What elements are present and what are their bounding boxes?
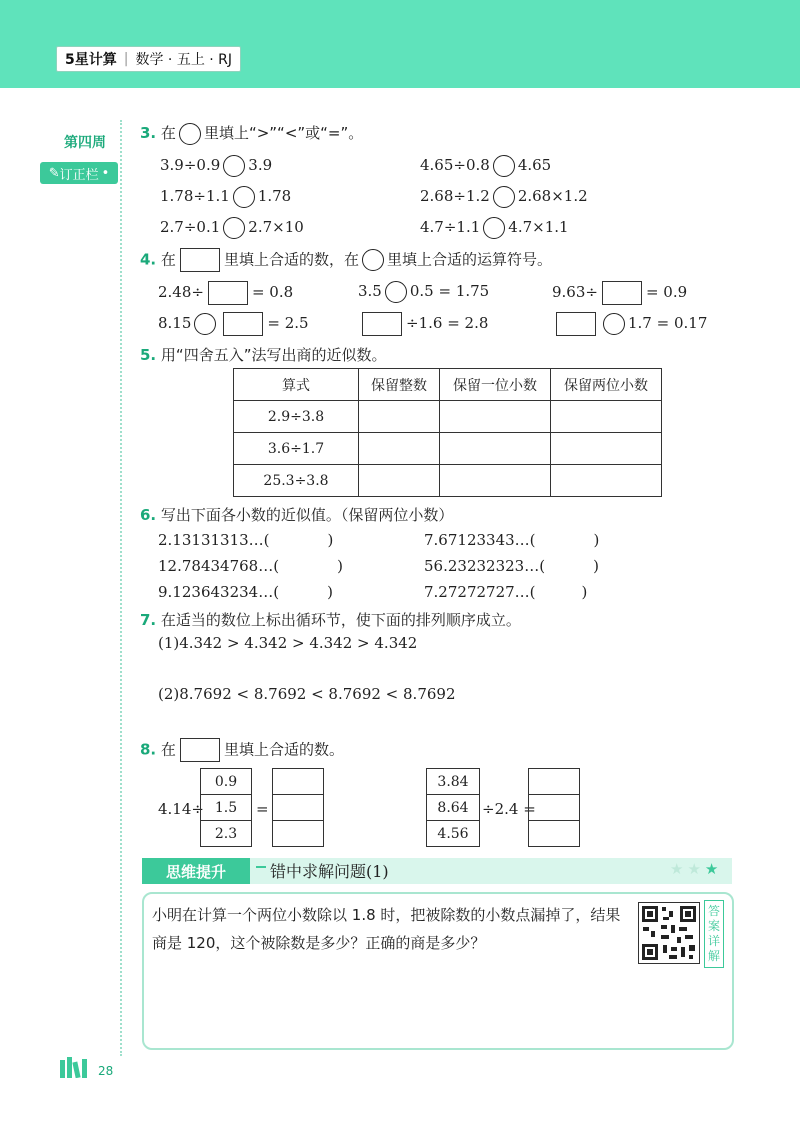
table-cell: 3.6÷1.7 (234, 433, 359, 465)
q7-prompt-text: 在适当的数位上标出循环节，使下面的排列顺序成立。 (160, 611, 521, 629)
table-cell: 2.9÷3.8 (234, 401, 359, 433)
answer-cell[interactable] (529, 769, 579, 795)
section-tag: 思维提升 (142, 858, 250, 884)
brand-separator: | (123, 51, 129, 67)
answer-cell[interactable] (273, 821, 323, 846)
q5-prompt (140, 344, 386, 365)
problem-line-1: 小明在计算一个两位小数除以 1.8 时，把被除数的小数点漏掉了，结果 (152, 906, 621, 924)
table-row (234, 401, 662, 433)
compare-circle[interactable] (493, 155, 515, 177)
q3-prompt-b: 里填上“>”“<”或“=”。 (203, 124, 364, 142)
compare-circle[interactable] (233, 186, 255, 208)
q4-item-1: 2.48÷ = 0.8 (158, 281, 293, 305)
table-row (234, 465, 662, 497)
q5-number: 5. (140, 346, 157, 364)
q4-item-6: 1.7 = 0.17 (552, 312, 707, 336)
q6-item-2: 7.67123343…( ) (424, 531, 600, 549)
table-header: 保留整数 (359, 369, 440, 401)
answer-cell[interactable] (440, 465, 551, 497)
q8-right-answers (528, 768, 580, 847)
table-header: 算式 (234, 369, 359, 401)
q6-item-6: 7.27272727…( ) (424, 583, 588, 601)
q3-item-2: 4.65÷0.8 4.65 (420, 155, 551, 177)
problem-line-2: 商是 120，这个被除数是多少？正确的商是多少？ (152, 934, 486, 952)
q8-right-stack (426, 768, 480, 847)
table-row (234, 433, 662, 465)
answer-cell[interactable] (440, 401, 551, 433)
box-blank-icon (180, 738, 220, 762)
answer-cell[interactable] (273, 769, 323, 795)
compare-circle[interactable] (223, 217, 245, 239)
book-brand (56, 46, 241, 72)
q8-left-stack (200, 768, 252, 847)
week-label: 第四周 (64, 135, 106, 151)
brand-name: 5星计算 (65, 52, 117, 68)
pencil-icon: ✎ (48, 165, 60, 181)
stack-value: 0.9 (201, 769, 251, 795)
q8-right-suffix: ÷2.4 = (482, 800, 536, 818)
compare-circle[interactable] (223, 155, 245, 177)
operator-circle[interactable] (603, 313, 625, 335)
q4-item-3: 9.63÷ = 0.9 (552, 281, 687, 305)
q6-number: 6. (140, 506, 157, 524)
correction-tag (40, 162, 118, 184)
q8-number: 8. (140, 740, 157, 759)
q4-number: 4. (140, 250, 157, 269)
operator-circle[interactable] (385, 281, 407, 303)
q7-number: 7. (140, 611, 157, 629)
answer-detail-label[interactable]: 答 案 详 解 (704, 900, 724, 968)
circle-blank-icon (362, 249, 384, 271)
answer-cell[interactable] (551, 433, 662, 465)
answer-box[interactable] (208, 281, 248, 305)
answer-box[interactable] (602, 281, 642, 305)
box-blank-icon (180, 248, 220, 272)
stack-value: 1.5 (201, 795, 251, 821)
answer-box[interactable] (223, 312, 263, 336)
q8-left-prefix: 4.14÷ (158, 800, 204, 818)
q8-prompt: 8. 在 里填上合适的数。 (140, 738, 344, 762)
q4-prompt: 4. 在 里填上合适的数，在 里填上合适的运算符号。 (140, 248, 552, 272)
answer-cell[interactable] (359, 401, 440, 433)
q7-prompt (140, 609, 521, 630)
section-divider (256, 866, 266, 868)
answer-cell[interactable] (529, 795, 579, 821)
answer-cell[interactable] (273, 795, 323, 821)
q3-prompt-a: 在 (160, 124, 176, 142)
table-header-row (234, 369, 662, 401)
q3-item-6: 4.7÷1.1 4.7×1.1 (420, 217, 569, 239)
stack-value: 3.84 (427, 769, 479, 795)
q6-item-4: 56.23232323…( ) (424, 557, 599, 575)
table-header: 保留一位小数 (440, 369, 551, 401)
answer-cell[interactable] (551, 401, 662, 433)
circle-blank-icon (179, 123, 201, 145)
q3-prompt (140, 122, 363, 145)
answer-cell[interactable] (529, 821, 579, 846)
q4-item-2: 3.5 0.5 = 1.75 (358, 281, 489, 303)
stack-value: 8.64 (427, 795, 479, 821)
header-band (0, 0, 800, 88)
approx-table (233, 368, 662, 497)
q4-item-4: 8.15 = 2.5 (158, 312, 309, 336)
q8-equals: = (256, 800, 269, 818)
stack-value: 4.56 (437, 825, 469, 842)
brand-subject: 数学 · 五上 · RJ (135, 52, 233, 68)
answer-cell[interactable] (551, 465, 662, 497)
section-title: 错中求解问题(1) (270, 862, 389, 881)
q7-line-2: (2)8.7692 < 8.7692 < 8.7692 < 8.7692 (158, 685, 456, 703)
answer-cell[interactable] (359, 465, 440, 497)
q3-item-3: 1.78÷1.1 1.78 (160, 186, 291, 208)
answer-box[interactable] (362, 312, 402, 336)
qr-code-icon[interactable] (638, 902, 700, 964)
approx-table-wrapper (233, 368, 662, 497)
correction-tag-label: 订正栏 (59, 167, 99, 183)
dot-icon: • (101, 165, 110, 181)
q6-item-1: 2.13131313…( ) (158, 531, 334, 549)
q3-number: 3. (140, 124, 157, 142)
q6-item-5: 9.123643234…( ) (158, 583, 333, 601)
page-number: 28 (98, 1064, 114, 1078)
q6-prompt-text: 写出下面各小数的近似值。（保留两位小数） (160, 506, 454, 524)
q3-item-1: 3.9÷0.9 3.9 (160, 155, 272, 177)
q6-prompt (140, 504, 453, 525)
q5-prompt-text: 用“四舍五入”法写出商的近似数。 (160, 346, 387, 364)
q6-item-3: 12.78434768…( ) (158, 557, 343, 575)
answer-cell[interactable] (440, 433, 551, 465)
q4-item-5: ÷1.6 = 2.8 (358, 312, 488, 336)
q8-left-answers (272, 768, 324, 847)
book-stack-icon (58, 1056, 94, 1082)
compare-circle[interactable] (493, 186, 515, 208)
compare-circle[interactable] (483, 217, 505, 239)
answer-box[interactable] (556, 312, 596, 336)
margin-line (120, 120, 122, 1056)
q3-item-4: 2.68÷1.2 2.68×1.2 (420, 186, 588, 208)
answer-cell[interactable] (359, 433, 440, 465)
stack-value: 2.3 (214, 825, 238, 842)
operator-circle[interactable] (194, 313, 216, 335)
table-header: 保留两位小数 (551, 369, 662, 401)
q3-item-5: 2.7÷0.1 2.7×10 (160, 217, 304, 239)
stars-icon: ★★★ (670, 860, 723, 878)
table-cell: 25.3÷3.8 (234, 465, 359, 497)
q7-line-1: (1)4.342 > 4.342 > 4.342 > 4.342 (158, 634, 418, 652)
